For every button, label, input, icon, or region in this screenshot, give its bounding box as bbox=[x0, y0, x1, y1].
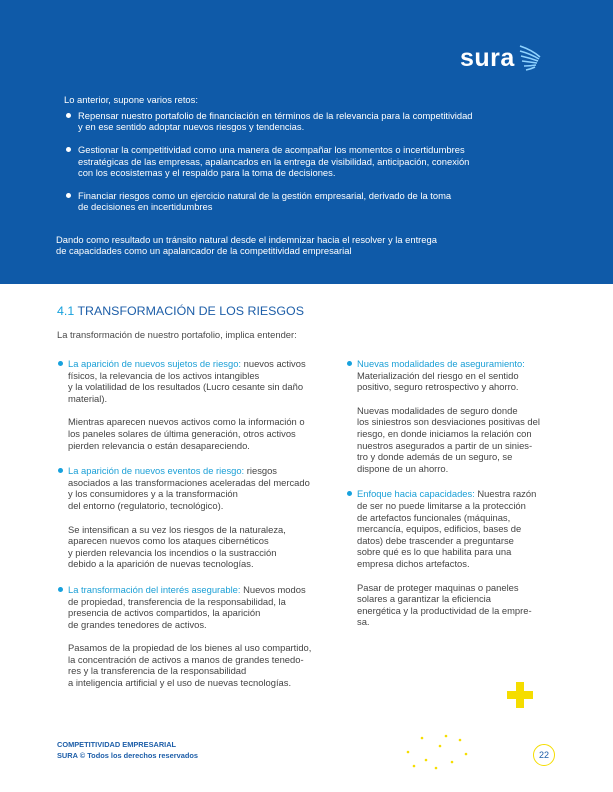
header-closing: Dando como resultado un tránsito natural desde el indemnizar hacia el resolver y la entrega de capacidades como un apalancador de la competitividad empresarial bbox=[56, 234, 437, 257]
footer-copyright: SURA © Todos los derechos reservados bbox=[57, 751, 198, 760]
list-item bbox=[346, 488, 542, 628]
list-item bbox=[57, 465, 333, 570]
item-heading: La aparición de nuevos sujetos de riesgo: bbox=[68, 358, 242, 369]
item-extra: Mientras aparecen nuevos activos como la información o los paneles solares de última generación, otros activos pierden relevancia o están desapareciendo. bbox=[68, 416, 305, 451]
item-text: nuevos activos físicos, la relevancia de los activos intangibles y la volatilidad de los resultados (Lucro cesante sin daño material). bbox=[68, 358, 306, 404]
item-heading: Enfoque hacia capacidades: bbox=[357, 488, 475, 500]
header-bullet: Repensar nuestro portafolio de financiación en términos de la relevancia para la competitividad y en ese sentido adoptar nuevos riesgos y tendencias. bbox=[66, 110, 526, 132]
item-text: riesgos asociados a las transformaciones aceleradas del mercado y los consumidores y a la transformación del entorno (regulatorio, tecnológico). bbox=[68, 465, 310, 511]
item-text: Nuevos modos de propiedad, transferencia de la responsabilidad, la presencia de activos compartidos, la aparición de grandes tenedores de activos. bbox=[68, 583, 306, 630]
bullet-icon bbox=[347, 491, 352, 496]
sura-logo bbox=[460, 42, 542, 74]
bullet-icon bbox=[58, 361, 63, 366]
item-text: Nuestra razón de ser no puede limitarse a la protección de artefactos funcionales (máquinas, mercancía, equipos, edificios, bases de datos) debe trascender a preguntarse sobre qué es lo que habilita para una empresa dichos artefactos. bbox=[357, 488, 537, 569]
item-extra: Pasamos de la propiedad de los bienes al uso compartido, la concentración de activos a manos de grandes tenedo- res y la transferencia de la responsabilidad a inteligencia artificial y el uso de nuevas tecnologías. bbox=[68, 642, 312, 689]
wing-icon bbox=[518, 42, 542, 74]
section-title bbox=[57, 304, 304, 318]
bullet-icon bbox=[66, 193, 71, 198]
section-intro: La transformación de nuestro portafolio, implica entender: bbox=[57, 329, 297, 340]
bullet-icon bbox=[347, 361, 352, 366]
header-intro: Lo anterior, supone varios retos: bbox=[64, 94, 198, 105]
page-number: 22 bbox=[533, 744, 555, 766]
bullet-icon bbox=[66, 147, 71, 152]
item-extra: Nuevas modalidades de seguro donde los siniestros son desviaciones positivas del riesgo, en donde iniciamos la relación con nuestros asegurados a partir de un sinies- tro y donde además de un seguro, se dispone de un ahorro. bbox=[357, 404, 540, 474]
item-heading: La transformación del interés asegurable: bbox=[68, 583, 241, 595]
header-bullet-list bbox=[66, 110, 526, 224]
item-heading: La aparición de nuevos eventos de riesgo: bbox=[68, 465, 245, 477]
list-item bbox=[57, 358, 333, 451]
bullet-icon bbox=[66, 113, 71, 118]
left-column bbox=[57, 358, 333, 689]
header-bullet: Gestionar la competitividad como una manera de acompañar los momentos o incertidumbres estratégicas de las empresas, apalancados en la entrega de visibilidad, anticipación, conexión con los ecosistemas y el respaldo para la toma de decisiones. bbox=[66, 144, 526, 178]
item-heading: Nuevas modalidades de aseguramiento: bbox=[357, 358, 525, 369]
decorative-dots bbox=[396, 732, 476, 772]
header-bullet: Financiar riesgos como un ejercicio natural de la gestión empresarial, derivado de la toma de decisiones en incertidumbres bbox=[66, 190, 526, 212]
footer-title: COMPETITIVIDAD EMPRESARIAL bbox=[57, 740, 177, 749]
list-item bbox=[57, 584, 333, 689]
section-number: 4.1 bbox=[57, 304, 75, 318]
list-item bbox=[346, 358, 542, 474]
bullet-icon bbox=[58, 587, 63, 592]
plus-icon bbox=[507, 682, 533, 708]
header-banner bbox=[0, 0, 613, 284]
logo-text: sura bbox=[460, 43, 515, 72]
bullet-icon bbox=[58, 468, 63, 473]
right-column bbox=[346, 358, 542, 628]
section-title-text: TRANSFORMACIÓN DE LOS RIESGOS bbox=[77, 304, 304, 318]
item-extra: Pasar de proteger maquinas o paneles solares a garantizar la eficiencia energética y la productividad de la empre- sa. bbox=[357, 581, 532, 628]
item-extra: Se intensifican a su vez los riesgos de la naturaleza, aparecen nuevos como los ataques cibernéticos y pierden relevancia los incendios o la sustracción debido a la aparición de nuevas tecnologías. bbox=[68, 523, 286, 570]
item-text: Materialización del riesgo en el sentido positivo, seguro retrospectivo y ahorro. bbox=[357, 369, 519, 393]
